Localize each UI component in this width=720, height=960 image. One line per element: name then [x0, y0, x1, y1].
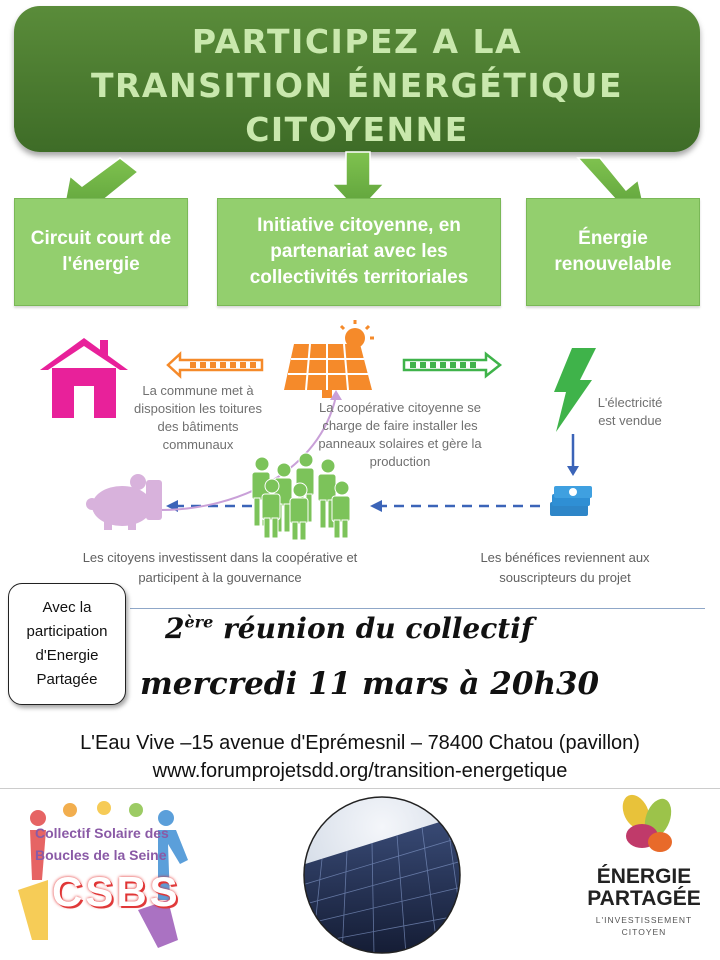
box-circuit-court — [14, 198, 188, 306]
energie-partagee-title — [568, 866, 720, 910]
csbs-name-line-1: Collectif Solaire des — [35, 825, 169, 841]
bottom-divider — [0, 788, 720, 789]
house-icon — [40, 338, 128, 418]
cooperative-text-4: production — [369, 454, 431, 469]
piggy-bank-icon — [86, 474, 162, 530]
benefices-text-2: souscripteurs du projet — [499, 570, 631, 585]
cooperative-text-1: La coopérative citoyenne se — [319, 400, 481, 415]
box-1-line-2: l'énergie — [62, 254, 140, 275]
commune-text-2: disposition les toitures — [134, 401, 262, 416]
box-2-line-3: collectivités territoriales — [249, 267, 469, 288]
title-arrows — [0, 0, 720, 220]
title-line-3: CITOYENNE — [245, 110, 469, 149]
citoyens-text-1: Les citoyens investissent dans la coopérative et — [82, 550, 358, 565]
meeting-number: 2 — [165, 612, 185, 645]
commune-text-4: communaux — [162, 437, 234, 452]
ep-title-line-2: PARTAGÉE — [587, 887, 701, 910]
box-3-line-1: Énergie — [578, 228, 648, 249]
electricite-text-1: L'électricité — [597, 395, 663, 410]
divider-line — [130, 608, 705, 609]
electricite-text — [590, 394, 670, 430]
solar-panel-photo — [302, 795, 462, 955]
benefices-text — [460, 548, 670, 588]
energie-partagee-subtitle — [568, 914, 720, 938]
box-1-line-1: Circuit court de — [30, 228, 172, 249]
cooperative-text-3: panneaux solaires et gère la — [318, 436, 482, 451]
participation-box — [8, 583, 126, 705]
box-energie-renouvelable — [526, 198, 700, 306]
commune-text-1: La commune met à — [142, 383, 254, 398]
benefices-text-1: Les bénéfices reviennent aux — [480, 550, 650, 565]
side-box-line-3: d'Energie — [35, 647, 99, 664]
website-link[interactable]: www.forumprojetsdd.org/transition-energetique — [152, 760, 568, 782]
title-line-1: PARTICIPEZ A LA — [191, 22, 523, 61]
commune-text — [126, 382, 270, 454]
citoyens-text — [60, 548, 380, 588]
box-2-line-2: partenariat avec les — [270, 241, 448, 262]
meeting-title — [165, 612, 533, 645]
side-box-line-1: Avec la — [42, 599, 92, 616]
ep-sub-line-2: CITOYEN — [621, 927, 667, 937]
arrow-to-bolt-icon — [404, 354, 500, 376]
arrow-down-icon — [567, 434, 579, 476]
address-line: L'Eau Vive –15 avenue d'Eprémesnil – 78400 Chatou (pavillon) — [80, 732, 640, 754]
meeting-date: mercredi 11 mars à 20h30 — [140, 666, 600, 702]
arrow-to-house-icon — [168, 354, 262, 376]
arrow-benefices-icon — [370, 500, 540, 512]
csbs-acronym: CSBS — [52, 868, 181, 915]
side-box-line-4: Partagée — [36, 671, 98, 688]
box-3-line-2: renouvelable — [554, 254, 672, 275]
energie-partagee-leaf-icon — [606, 790, 686, 866]
ep-sub-line-1: L'INVESTISSEMENT — [595, 915, 693, 925]
meeting-ordinal: ère — [184, 612, 214, 632]
ep-title-line-1: ÉNERGIE — [596, 865, 692, 888]
solar-panel-icon — [284, 320, 374, 398]
csbs-name — [35, 822, 185, 866]
title-line-2: TRANSITION ÉNERGÉTIQUE — [91, 66, 623, 105]
csbs-name-line-2: Boucles de la Seine — [35, 847, 167, 863]
commune-text-3: des bâtiments — [157, 419, 239, 434]
meeting-title-text: réunion du collectif — [213, 612, 533, 645]
cooperative-text-2: charge de faire installer les — [322, 418, 478, 433]
electricite-text-2: est vendue — [598, 413, 662, 428]
money-stack-icon — [550, 486, 592, 516]
side-box-line-2: participation — [26, 623, 108, 640]
citoyens-text-2: participent à la gouvernance — [138, 570, 302, 585]
box-initiative-citoyenne — [217, 198, 501, 306]
cooperative-text — [300, 399, 500, 471]
box-2-line-1: Initiative citoyenne, en — [257, 215, 461, 236]
